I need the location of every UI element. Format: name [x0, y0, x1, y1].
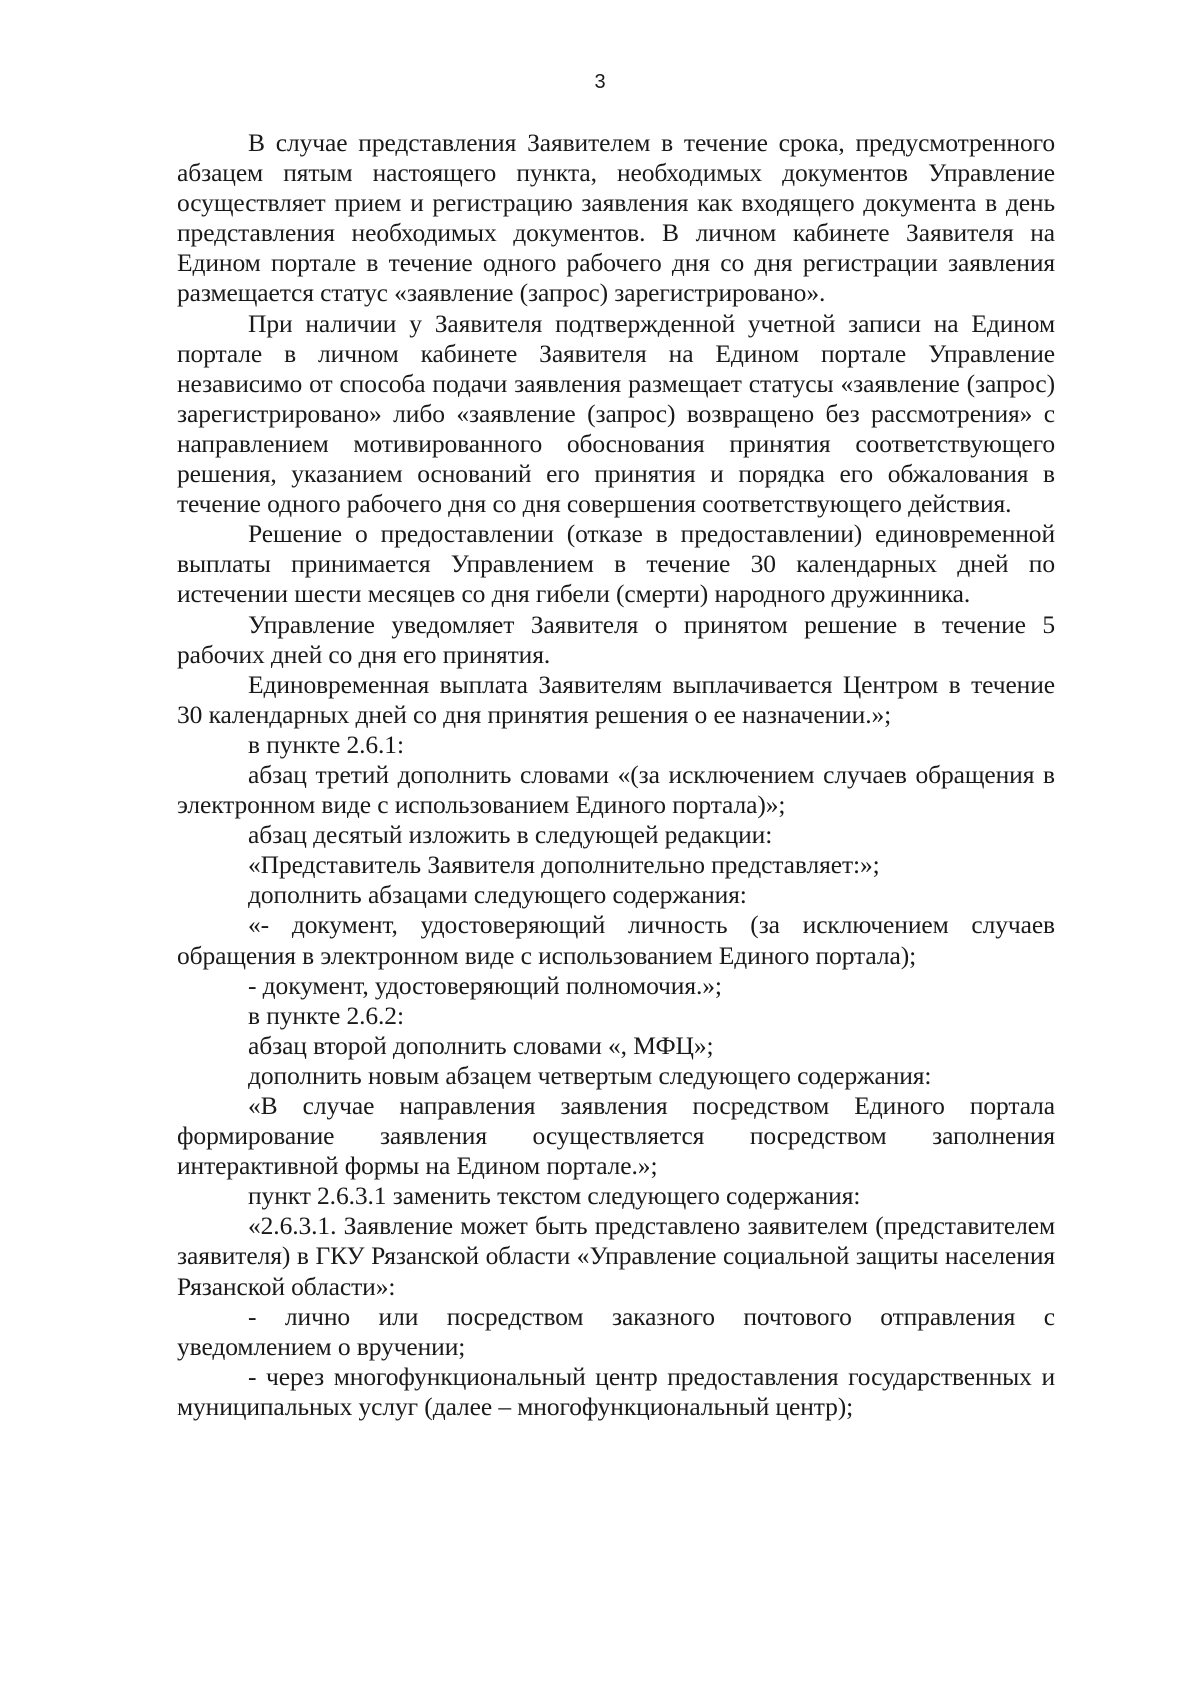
- paragraph: Управление уведомляет Заявителя о принятом решение в течение 5 рабочих дней со дня его принятия.: [177, 609, 1055, 669]
- paragraph: - документ, удостоверяющий полномочия.»;: [248, 970, 722, 1000]
- paragraph: Единовременная выплата Заявителям выплачивается Центром в течение 30 календарных дней со дня принятия решения о ее назначении.»;: [177, 669, 1055, 729]
- paragraph: «- документ, удостоверяющий личность (за исключением случаев обращения в электронном виде с использованием Единого портала);: [177, 910, 1055, 970]
- document-body: [177, 128, 1055, 1422]
- paragraph: абзац третий дополнить словами «(за исключением случаев обращения в электронном виде с использованием Единого портала)»;: [177, 759, 1055, 820]
- paragraph: «2.6.3.1. Заявление может быть представлено заявителем (представителем заявителя) в ГКУ Рязанской области «Управление социальной защиты населения Рязанской области»:: [177, 1211, 1055, 1301]
- paragraph: При наличии у Заявителя подтвержденной учетной записи на Едином портале в личном кабинете Заявителя на Едином портале Управление независимо от способа подачи заявления размещает статусы «заявление (запрос) зарегистрировано» либо «заявление (запрос) возвращено без рассмотрения» с направлением мотивированного обоснования принятия соответствующего решения, указанием оснований его принятия и порядка его обжалования в течение одного рабочего дня со дня совершения соответствующего действия.: [177, 308, 1055, 519]
- paragraph: - лично или посредством заказного почтового отправления с уведомлением о вручении;: [177, 1301, 1055, 1361]
- paragraph: абзац десятый изложить в следующей редакции:: [248, 820, 773, 850]
- paragraph: в пункте 2.6.2:: [248, 1000, 404, 1030]
- paragraph: - через многофункциональный центр предоставления государственных и муниципальных услуг (далее – многофункциональный центр);: [177, 1361, 1055, 1421]
- paragraph: пункт 2.6.3.1 заменить текстом следующего содержания:: [248, 1181, 861, 1211]
- paragraph: дополнить абзацами следующего содержания:: [248, 880, 747, 910]
- paragraph: в пункте 2.6.1:: [248, 729, 404, 759]
- paragraph: абзац второй дополнить словами «, МФЦ»;: [248, 1030, 714, 1060]
- paragraph: Решение о предоставлении (отказе в предоставлении) единовременной выплаты принимается Управлением в течение 30 календарных дней по истечении шести месяцев со дня гибели (смерти) народного дружинника.: [177, 519, 1055, 609]
- paragraph: «В случае направления заявления посредством Единого портала формирование заявления осуществляется посредством заполнения интерактивной формы на Едином портале.»;: [177, 1091, 1055, 1181]
- paragraph: «Представитель Заявителя дополнительно представляет:»;: [248, 850, 880, 880]
- page-number: 3: [594, 71, 606, 93]
- paragraph: В случае представления Заявителем в течение срока, предусмотренного абзацем пятым настоящего пункта, необходимых документов Управление осуществляет прием и регистрацию заявления как входящего документа в день представления необходимых документов. В личном кабинете Заявителя на Едином портале в течение одного рабочего дня со дня регистрации заявления размещается статус «заявление (запрос) зарегистрировано».: [177, 128, 1055, 308]
- paragraph: дополнить новым абзацем четвертым следующего содержания:: [248, 1060, 932, 1090]
